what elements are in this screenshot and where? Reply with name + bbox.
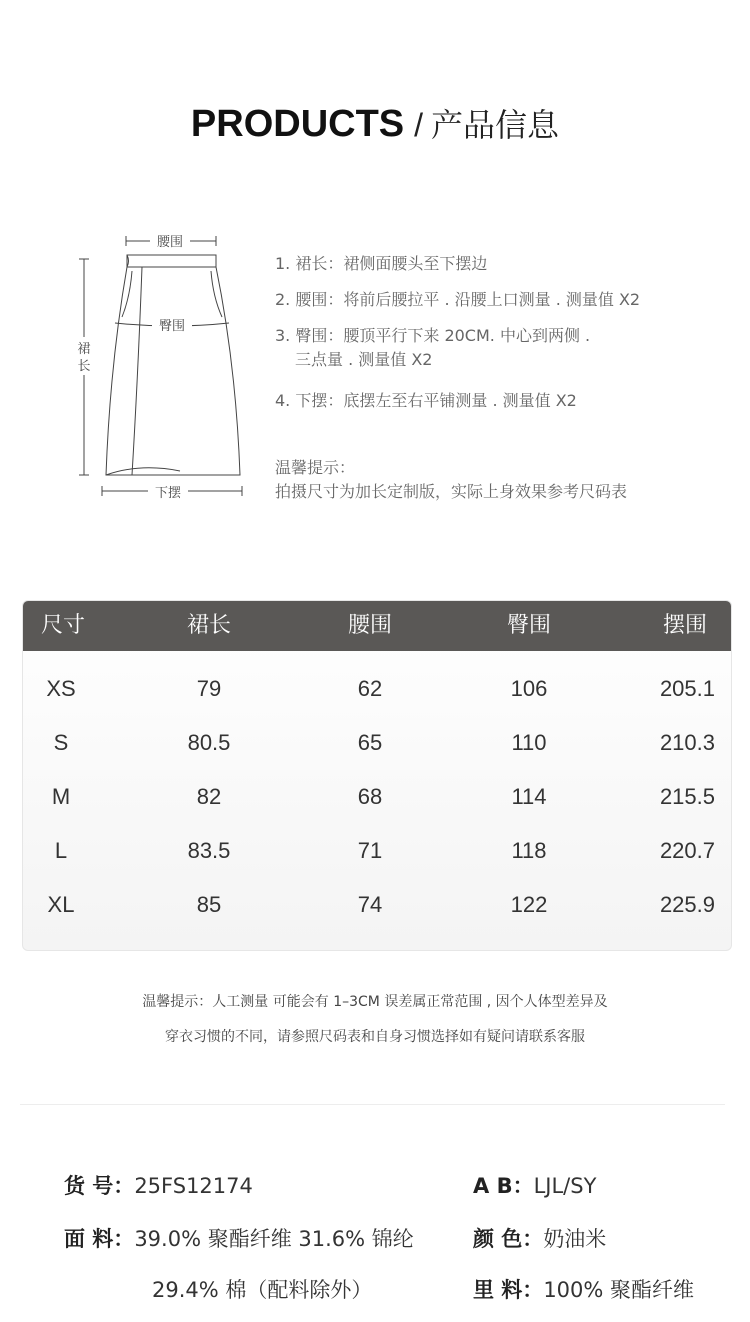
cell-hip: 106 — [510, 676, 548, 701]
item-number-value: 25FS12174 — [134, 1174, 253, 1198]
note-label: 4. 下摆： — [275, 391, 344, 410]
lining-label: 里 料： — [473, 1278, 544, 1302]
title-en: PRODUCTS — [190, 103, 405, 145]
hip-label: 臀围 — [158, 319, 186, 334]
cell-hip: 122 — [510, 892, 548, 917]
cell-hip: 110 — [511, 730, 547, 755]
ab-value: LJL/SY — [533, 1174, 597, 1198]
page-title — [0, 100, 750, 146]
note-text: 将前后腰拉平 . 沿腰上口测量 . 测量值 X2 — [343, 290, 641, 309]
divider — [20, 1104, 725, 1105]
note-hem — [275, 389, 577, 413]
lining — [473, 1274, 694, 1304]
cell-hem: 210.3 — [659, 730, 715, 755]
cell-waist: 62 — [357, 676, 383, 701]
cell-size: XL — [47, 892, 75, 917]
note-text: 裙侧面腰头至下摆边 — [343, 254, 488, 273]
note-text: 腰顶平行下来 20CM. 中心到两侧 . — [343, 326, 591, 345]
size-table — [22, 600, 732, 951]
skirt-illustration — [70, 225, 250, 510]
fabric-value: 39.0% 聚酯纤维 31.6% 锦纶 — [134, 1227, 414, 1251]
tip-body: 拍摄尺寸为加长定制版，实际上身效果参考尺码表 — [275, 482, 628, 501]
header-size: 尺寸 — [41, 613, 86, 638]
ab-code — [473, 1170, 596, 1200]
header-waist: 腰围 — [347, 613, 392, 638]
cell-size: S — [53, 730, 69, 755]
ab-label: A B： — [473, 1174, 534, 1198]
cell-waist: 68 — [357, 784, 383, 809]
cell-waist: 74 — [357, 892, 383, 917]
cell-size: M — [51, 784, 71, 809]
cell-hem: 220.7 — [659, 838, 715, 863]
note-text: 底摆左至右平铺测量 . 测量值 X2 — [343, 391, 577, 410]
note-hip-cont — [295, 348, 433, 372]
color — [473, 1223, 606, 1253]
cell-waist: 65 — [357, 730, 383, 755]
note-label: 1. 裙长： — [275, 254, 344, 273]
hem-label: 下摆 — [154, 486, 182, 501]
color-value: 奶油米 — [543, 1227, 607, 1251]
cell-hem: 225.9 — [659, 892, 715, 917]
note-hip — [275, 324, 590, 348]
item-number — [64, 1170, 253, 1200]
color-label: 颜 色： — [473, 1227, 544, 1251]
cell-length: 80.5 — [187, 730, 231, 755]
header-hip: 臀围 — [506, 613, 551, 638]
table-row — [23, 662, 731, 716]
length-label-char1: 裙 — [77, 342, 91, 357]
fabric-cont — [152, 1274, 372, 1304]
tip-title: 温馨提示： — [275, 458, 356, 477]
note-waist — [275, 288, 640, 312]
cell-waist: 71 — [357, 838, 383, 863]
item-number-label: 货 号： — [64, 1174, 135, 1198]
table-row — [23, 824, 731, 878]
header-length: 裙长 — [186, 613, 231, 638]
cell-hip: 114 — [511, 784, 547, 809]
footnote-line2: 穿衣习惯的不同，请参照尺码表和自身习惯选择如有疑问请联系客服 — [165, 1029, 585, 1045]
header-hem: 摆围 — [662, 613, 707, 638]
cell-hem: 205.1 — [659, 676, 715, 701]
table-row — [23, 770, 731, 824]
cell-length: 83.5 — [187, 838, 231, 863]
table-header — [23, 601, 731, 651]
cell-length: 79 — [196, 676, 222, 701]
title-cn: 产品信息 — [431, 106, 560, 144]
table-row — [23, 716, 731, 770]
fabric-value-line2: 29.4% 棉（配料除外） — [152, 1278, 373, 1302]
cell-hem: 215.5 — [659, 784, 715, 809]
note-label: 2. 腰围： — [275, 290, 344, 309]
cell-length: 82 — [196, 784, 222, 809]
table-row — [23, 878, 731, 932]
cell-size: L — [54, 838, 68, 863]
skirt-measurement-diagram — [70, 225, 250, 510]
length-label-char2: 长 — [77, 359, 91, 374]
note-length — [275, 252, 487, 276]
footnote-line1: 温馨提示：人工测量 可能会有 1–3CM 误差属正常范围 , 因个人体型差异及 — [142, 994, 608, 1010]
cell-length: 85 — [196, 892, 222, 917]
note-text: 三点量 . 测量值 X2 — [295, 350, 433, 369]
title-separator: / — [414, 107, 424, 143]
cell-size: XS — [46, 676, 76, 701]
fabric — [64, 1223, 414, 1253]
cell-hip: 118 — [511, 838, 547, 863]
fabric-label: 面 料： — [64, 1227, 135, 1251]
note-label: 3. 臀围： — [275, 326, 344, 345]
lining-value: 100% 聚酯纤维 — [543, 1278, 695, 1302]
waist-label: 腰围 — [156, 235, 184, 250]
